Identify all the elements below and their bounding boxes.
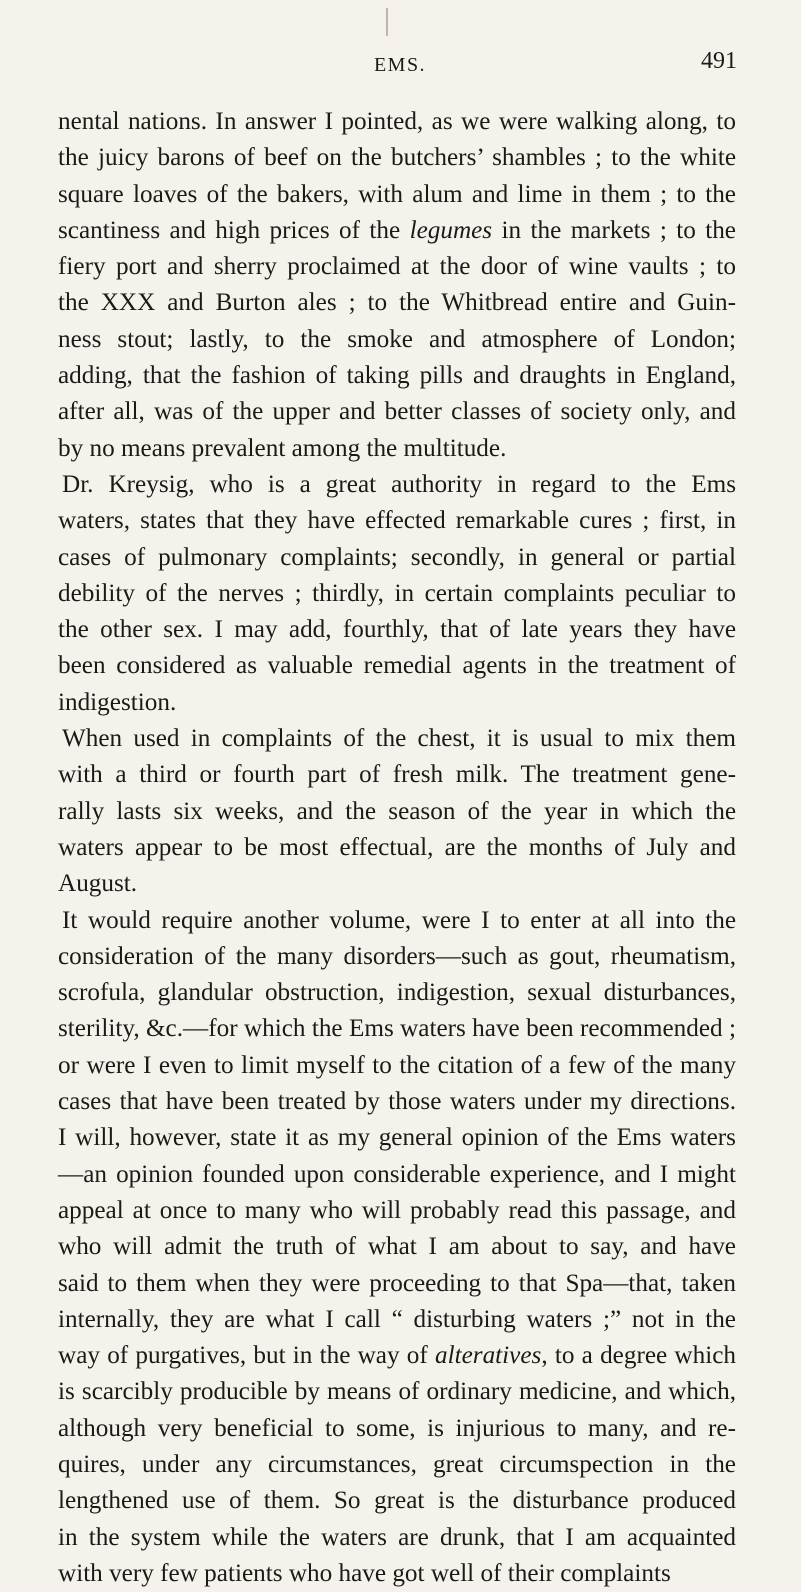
text-line: in the system while the waters are drunk, that I am acquainted bbox=[58, 1523, 736, 1551]
paragraph bbox=[58, 104, 736, 467]
text-line: rally lasts six weeks, and the season of the year in which the bbox=[58, 797, 736, 825]
text-run: , to a degree which bbox=[541, 1342, 736, 1370]
text-run: scantiness and high prices of the bbox=[58, 216, 410, 244]
text-line: appeal at once to many who will probably read this passage, and bbox=[58, 1196, 736, 1224]
text-line bbox=[58, 1338, 736, 1374]
page-edge-mark bbox=[386, 8, 388, 36]
text-line: is scarcibly producible by means of ordinary medicine, and which, bbox=[58, 1378, 736, 1406]
paragraph bbox=[58, 721, 736, 902]
text-line: sterility, &c.—for which the Ems waters have been recommended ; bbox=[58, 1015, 736, 1043]
text-line: waters appear to be most effectual, are the months of July and bbox=[58, 833, 736, 861]
text-line bbox=[58, 213, 736, 249]
body-text bbox=[58, 104, 736, 1592]
text-line: debility of the nerves ; thirdly, in certain complaints peculiar to bbox=[58, 579, 736, 607]
text-line: after all, was of the upper and better classes of society only, and bbox=[58, 398, 736, 426]
text-line: been considered as valuable remedial agents in the treatment of bbox=[58, 652, 736, 680]
text-line: fiery port and sherry proclaimed at the door of wine vaults ; to bbox=[58, 253, 736, 281]
text-line: ness stout; lastly, to the smoke and atmosphere of London; bbox=[58, 325, 736, 353]
text-line: cases that have been treated by those waters under my directions. bbox=[58, 1088, 736, 1116]
text-line: internally, they are what I call “ disturbing waters ;” not in the bbox=[58, 1305, 736, 1333]
text-line: quires, under any circumstances, great circumspection in the bbox=[58, 1450, 736, 1478]
text-line: nental nations. In answer I pointed, as we were walking along, to bbox=[58, 108, 736, 135]
text-line: cases of pulmonary complaints; secondly, in general or partial bbox=[58, 543, 736, 571]
paragraph bbox=[58, 467, 736, 721]
text-line: the other sex. I may add, fourthly, that of late years they have bbox=[58, 616, 736, 644]
text-line: scrofula, glandular obstruction, indigestion, sexual disturbances, bbox=[58, 979, 736, 1007]
page-number: 491 bbox=[701, 48, 737, 74]
text-line: the XXX and Burton ales ; to the Whitbread entire and Guin- bbox=[58, 289, 736, 317]
text-line: Dr. Kreysig, who is a great authority in regard to the Ems bbox=[62, 470, 736, 498]
text-line: who will admit the truth of what I am about to say, and have bbox=[58, 1233, 736, 1261]
text-line: the juicy barons of beef on the butchers’ shambles ; to the white bbox=[58, 144, 736, 172]
paragraph bbox=[58, 903, 736, 1592]
text-line: square loaves of the bakers, with alum and lime in them ; to the bbox=[58, 180, 736, 208]
text-run: way of purgatives, but in the way of bbox=[58, 1342, 436, 1370]
text-line: with very few patients who have got well of their complaints bbox=[58, 1559, 671, 1587]
text-line: I will, however, state it as my general opinion of the Ems waters bbox=[58, 1124, 736, 1152]
text-line: It would require another volume, were I to enter at all into the bbox=[62, 906, 736, 934]
text-line: although very beneficial to some, is injurious to many, and re- bbox=[58, 1414, 736, 1442]
text-line: waters, states that they have effected remarkable cures ; first, in bbox=[58, 507, 736, 535]
text-line: with a third or fourth part of fresh milk. The treatment gene- bbox=[58, 761, 736, 789]
text-line: by no means prevalent among the multitude. bbox=[58, 434, 507, 462]
text-line: adding, that the fashion of taking pills and draughts in England, bbox=[58, 362, 736, 390]
text-line: indigestion. bbox=[58, 688, 177, 716]
text-line: said to them when they were proceeding to that Spa—that, taken bbox=[58, 1269, 736, 1297]
text-line: or were I even to limit myself to the citation of a few of the many bbox=[58, 1051, 736, 1079]
text-line: lengthened use of them. So great is the disturbance produced bbox=[58, 1487, 736, 1515]
italic-term: alteratives bbox=[435, 1342, 542, 1370]
text-line: When used in complaints of the chest, it is usual to mix them bbox=[62, 725, 736, 753]
text-line: August. bbox=[58, 870, 138, 898]
italic-term: legumes bbox=[409, 216, 493, 244]
text-run: in the markets ; to the bbox=[492, 216, 736, 244]
text-line: —an opinion founded upon considerable experience, and I might bbox=[58, 1160, 736, 1188]
text-line: consideration of the many disorders—such as gout, rheumatism, bbox=[58, 942, 736, 970]
running-header-title: EMS. bbox=[373, 54, 427, 76]
